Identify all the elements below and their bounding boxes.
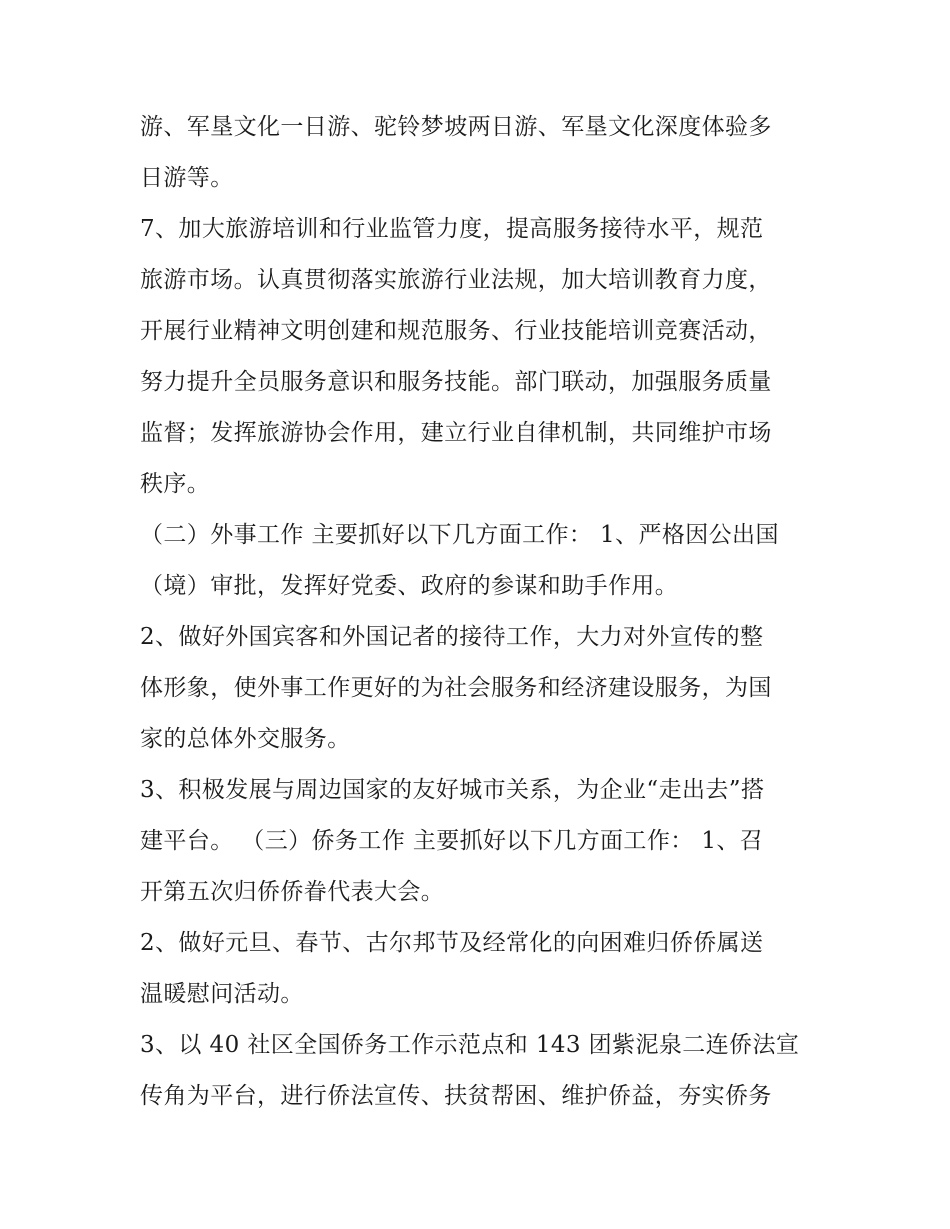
text-line: 建平台。 （三）侨务工作 主要抓好以下几方面工作： 1、召 xyxy=(140,828,764,854)
text-line: 3、以 40 社区全国侨务工作示范点和 143 团紫泥泉二连侨法宣 xyxy=(140,1032,800,1058)
text-line: 体形象，使外事工作更好的为社会服务和经济建设服务，为国 xyxy=(140,675,772,701)
text-line: （境）审批，发挥好党委、政府的参谋和助手作用。 xyxy=(140,573,679,599)
text-line: 旅游市场。认真贯彻落实旅游行业法规，加大培训教育力度， xyxy=(140,267,772,293)
text-line: 7、加大旅游培训和行业监管力度，提高服务接待水平，规范 xyxy=(140,216,764,242)
text-line: 监督；发挥旅游协会作用，建立行业自律机制，共同维护市场 xyxy=(140,420,772,446)
text-line: 传角为平台，进行侨法宣传、扶贫帮困、维护侨益，夯实侨务 xyxy=(140,1083,772,1109)
text-line: 2、做好外国宾客和外国记者的接待工作，大力对外宣传的整 xyxy=(140,624,764,650)
text-line: 日游等。 xyxy=(140,165,234,191)
text-line: 开展行业精神文明创建和规范服务、行业技能培训竞赛活动， xyxy=(140,318,772,344)
document-body xyxy=(140,102,830,1122)
text-line: 家的总体外交服务。 xyxy=(140,726,351,752)
text-line: 开第五次归侨侨眷代表大会。 xyxy=(140,879,445,905)
text-line: 2、做好元旦、春节、古尔邦节及经常化的向困难归侨侨属送 xyxy=(140,930,764,956)
text-line: 努力提升全员服务意识和服务技能。部门联动，加强服务质量 xyxy=(140,369,772,395)
text-line: 温暖慰问活动。 xyxy=(140,981,304,1007)
text-line: （二）外事工作 主要抓好以下几方面工作： 1、严格因公出国 xyxy=(140,522,779,548)
text-line: 3、积极发展与周边国家的友好城市关系，为企业“走出去”搭 xyxy=(140,777,765,803)
text-line: 游、军垦文化一日游、驼铃梦坡两日游、军垦文化深度体验多 xyxy=(140,114,772,140)
text-line: 秩序。 xyxy=(140,471,211,497)
